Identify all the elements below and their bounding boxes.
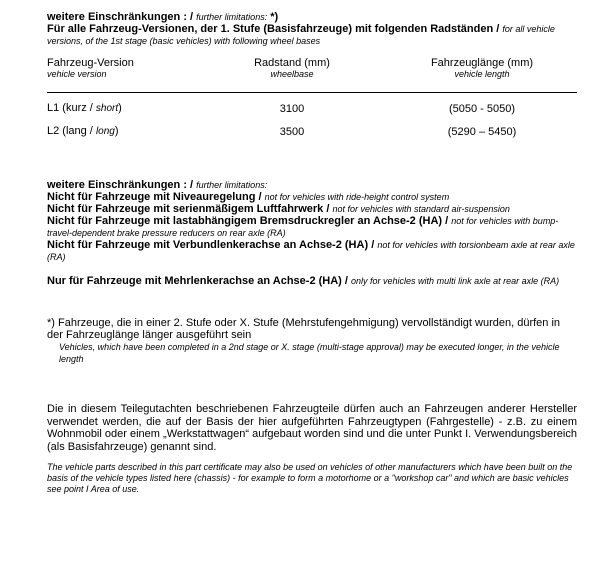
usage-paragraph-translation: The vehicle parts described in this part certificate may also be used on vehicles of other manufacturers which have been built on the basis of the vehicle types listed here (chassis) - for example to form a motorhome or a "workshop car" and which are basic vehicles see point I Area of use. <box>47 462 573 494</box>
table-cell-length: (5290 – 5450) <box>447 125 517 138</box>
table-header-length: Fahrzeuglänge (mm) vehicle length <box>387 57 577 93</box>
table-cell-version: L2 (lang / long) <box>47 125 119 137</box>
limitation-item: Nicht für Fahrzeuge mit lastabhängigem Bremsdruckregler an Achse-2 (HA) / not for vehicles with bump-travel-dependent brake pressure reducers on rear axle (RA) <box>47 215 559 238</box>
table-header-wheelbase: Radstand (mm) wheelbase <box>197 57 387 93</box>
limitation-item: Nicht für Fahrzeuge mit serienmäßigem Luftfahrwerk / not for vehicles with standard air-suspension <box>47 203 510 215</box>
limitation-item: Nicht für Fahrzeuge mit Niveauregelung / not for vehicles with ride-height control system <box>47 191 450 203</box>
section-2 <box>47 179 577 287</box>
footnote <box>47 317 577 365</box>
limitation-item: Nicht für Fahrzeuge mit Verbundlenkerachse an Achse-2 (HA) / not for vehicles with torsionbeam axle at rear axle (RA) <box>47 239 575 262</box>
table-row <box>47 93 577 121</box>
table-row <box>47 120 577 143</box>
wheelbase-table <box>47 57 577 143</box>
section-1-heading: weitere Einschränkungen : / further limitations: *) <box>47 11 279 23</box>
footnote-translation: Vehicles, which have been completed in a 2nd stage or X. stage (multi-stage approval) may be executed longer, in the vehicle length <box>59 342 560 364</box>
table-cell-wheelbase: 3100 <box>279 102 305 115</box>
table-header-row <box>47 57 577 93</box>
section-1 <box>47 11 577 47</box>
table-cell-wheelbase: 3500 <box>279 125 305 138</box>
usage-paragraph: Die in diesem Teilegutachten beschriebenen Fahrzeugteile dürfen auch an Fahrzeugen anderer Hersteller verwendet werden, die auf der Basis der hier aufgeführten Fahrzeugtypen (Fahrgestelle) - z.B. zu einem Wohnmobil oder einem „Werkstattwagen“ aufgebaut worden sind und die unter Punkt I. Verwendungsbereich (als Basisfahrzeuge) genannt sind. <box>47 403 577 453</box>
document-page <box>47 11 577 495</box>
section-1-line2: Für alle Fahrzeug-Versionen, der 1. Stufe (Basisfahrzeuge) mit folgenden Radständen / for all vehicle versions, of the 1st stage (basic vehicles) with following wheel bases <box>47 23 555 46</box>
section-2-heading: weitere Einschränkungen : / further limitations: <box>47 179 268 191</box>
table-header-version: Fahrzeug-Version vehicle version <box>47 57 197 93</box>
table-cell-version: L1 (kurz / short) <box>47 102 122 114</box>
footnote-text: *) Fahrzeuge, die in einer 2. Stufe oder X. Stufe (Mehrstufengehmigung) vervollständigt wurden, dürfen in der Fahrzeuglänge länger ausgeführt sein <box>47 317 561 341</box>
table-cell-length: (5050 - 5050) <box>448 102 516 115</box>
only-for-item: Nur für Fahrzeuge mit Mehrlenkerachse an Achse-2 (HA) / only for vehicles with multi link axle at rear axle (RA) <box>47 275 560 287</box>
